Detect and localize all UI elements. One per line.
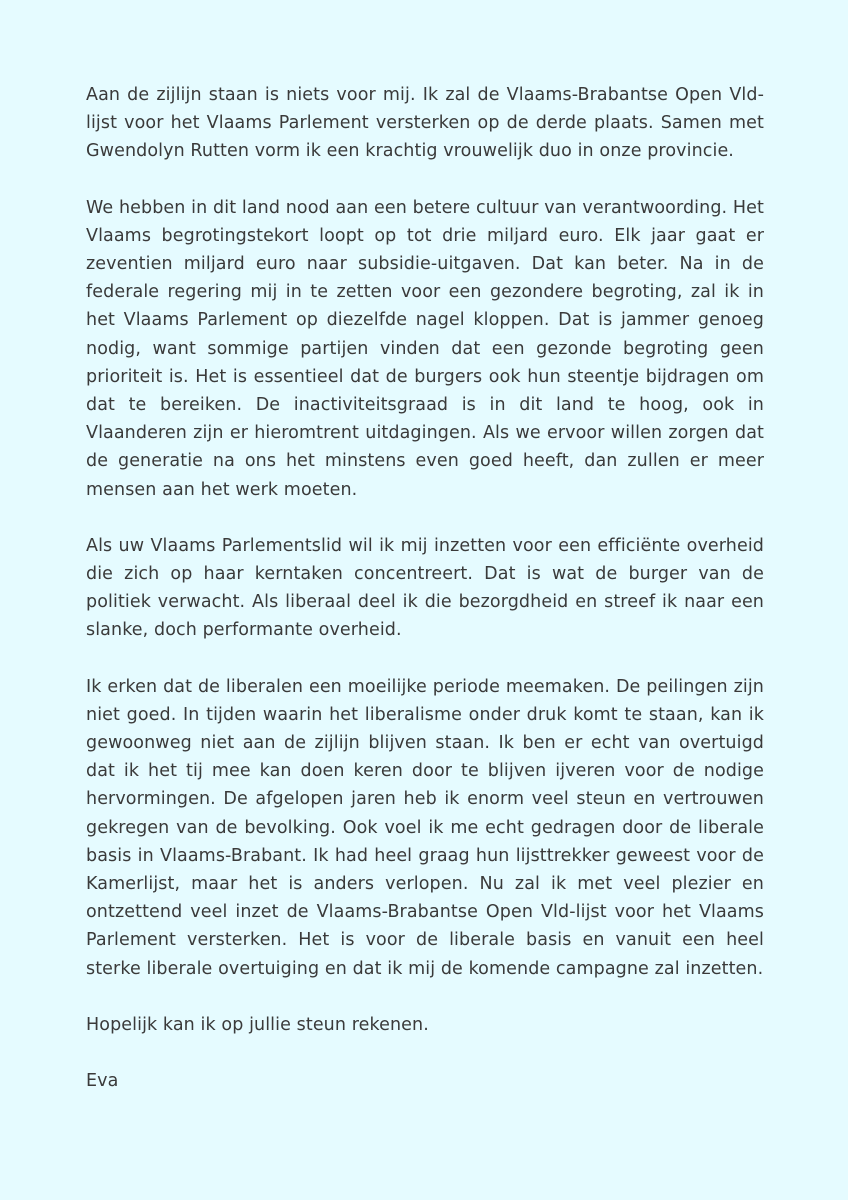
closing-line: Hopelijk kan ik op jullie steun rekenen.: [86, 1014, 429, 1035]
paragraph-government: Als uw Vlaams Parlementslid wil ik mij inzetten voor een efficiënte overheid die zich op haar kerntaken concentreert. Dat is wat de burger van de politiek verwacht. Als liberaal deel ik die bezorgdheid en streef ik naar een slanke, doch performante overheid.: [86, 535, 764, 641]
letter-body: [86, 81, 764, 1095]
paragraph-intro: Aan de zijlijn staan is niets voor mij. Ik zal de Vlaams-Brabantse Open Vld-lijst voor het Vlaams Parlement versterken op de derde plaats. Samen met Gwendolyn Rutten vorm ik een krachtig vrouwelijk duo in onze provincie.: [86, 85, 764, 162]
signature: Eva: [86, 1071, 119, 1092]
paragraph-budget: We hebben in dit land nood aan een betere cultuur van verantwoording. Het Vlaams begrotingstekort loopt op tot drie miljard euro. Elk jaar gaat er zeventien miljard euro naar subsidie-uitgaven. Dat kan beter. Na in de federale regering mij in te zetten voor een gezondere begroting, zal ik in het Vlaams Parlement op diezelfde nagel kloppen. Dat is jammer genoeg nodig, want sommige partijen vinden dat een gezonde begroting geen prioriteit is. Het is essentieel dat de burgers ook hun steentje bijdragen om dat te bereiken. De inactiviteitsgraad is in dit land te hoog, ook in Vlaanderen zijn er hieromtrent uitdagingen. Als we ervoor willen zorgen dat de generatie na ons het minstens even goed heeft, dan zullen er meer mensen aan het werk moeten.: [86, 197, 764, 500]
paragraph-liberals: Ik erken dat de liberalen een moeilijke periode meemaken. De peilingen zijn niet goed. In tijden waarin het liberalisme onder druk komt te staan, kan ik gewoonweg niet aan de zijlijn blijven staan. Ik ben er echt van overtuigd dat ik het tij mee kan doen keren door te blijven ijveren voor de nodige hervormingen. De afgelopen jaren heb ik enorm veel steun en vertrouwen gekregen van de bevolking. Ook voel ik me echt gedragen door de liberale basis in Vlaams-Brabant. Ik had heel graag hun lijsttrekker geweest voor de Kamerlijst, maar het is anders verlopen. Nu zal ik met veel plezier en ontzettend veel inzet de Vlaams-Brabantse Open Vld-lijst voor het Vlaams Parlement versterken. Het is voor de liberale basis en vanuit een heel sterke liberale overtuiging en dat ik mij de komende campagne zal inzetten.: [86, 676, 764, 979]
